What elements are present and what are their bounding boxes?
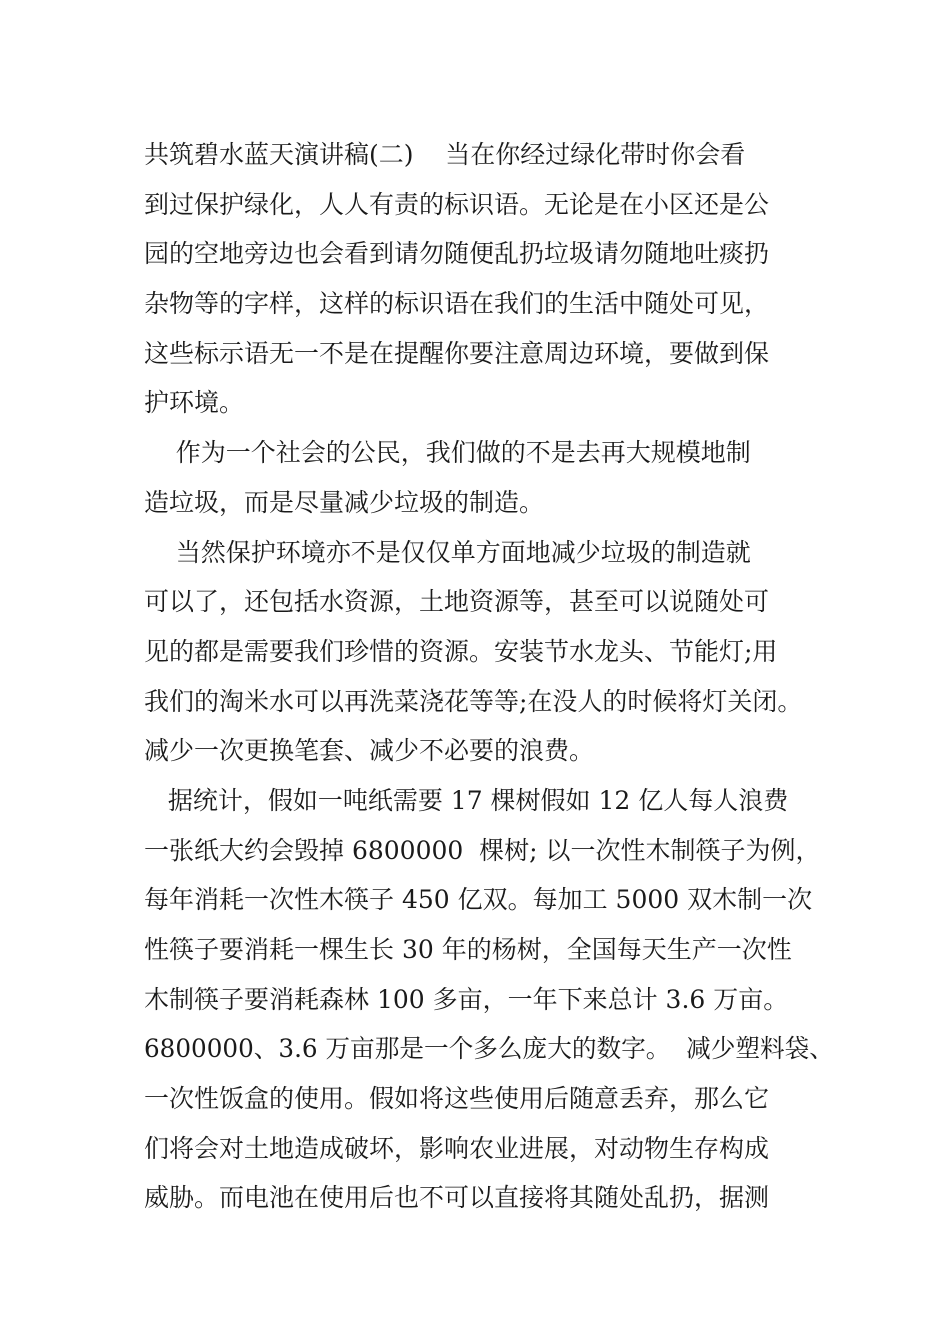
- text-line: 我们的淘米水可以再洗菜浇花等等;在没人的时候将灯关闭。: [144, 686, 803, 716]
- text-line: 可以了，还包括水资源，土地资源等，甚至可以说随处可: [144, 587, 770, 617]
- text-line: 护环境。: [144, 388, 245, 418]
- text-line: 木制筷子要消耗森林 100 多亩，一年下来总计 3.6 万亩。: [144, 984, 789, 1014]
- document-body: [144, 130, 834, 1223]
- text-line: 威胁。而电池在使用后也不可以直接将其随处乱扔，据测: [144, 1183, 770, 1213]
- text-line: 据统计，假如一吨纸需要 17 棵树假如 12 亿人每人浪费: [144, 785, 789, 815]
- text-line: 们将会对土地造成破坏，影响农业进展，对动物生存构成: [144, 1133, 770, 1163]
- text-line: 到过保护绿化，人人有责的标识语。无论是在小区还是公: [144, 189, 770, 219]
- text-line: 6800000、3.6 万亩那是一个多么庞大的数字。 减少塑料袋、: [144, 1034, 834, 1064]
- text-line: 见的都是需要我们珍惜的资源。安装节水龙头、节能灯;用: [144, 636, 778, 666]
- text-line: 一张纸大约会毁掉 6800000 棵树; 以一次性木制筷子为例，: [144, 835, 821, 865]
- text-line: 减少一次更换笔套、减少不必要的浪费。: [144, 736, 595, 766]
- text-line: 当然保护环境亦不是仅仅单方面地减少垃圾的制造就: [144, 537, 751, 567]
- text-line: 杂物等的字样，这样的标识语在我们的生活中随处可见，: [144, 289, 770, 319]
- text-line: 这些标示语无一不是在提醒你要注意周边环境，要做到保: [144, 338, 770, 368]
- text-line: 共筑碧水蓝天演讲稿(二) 当在你经过绿化带时你会看: [144, 140, 746, 169]
- text-line: 作为一个社会的公民，我们做的不是去再大规模地制: [144, 438, 751, 468]
- text-line: 性筷子要消耗一棵生长 30 年的杨树，全国每天生产一次性: [144, 935, 792, 964]
- text-line: 一次性饭盒的使用。假如将这些使用后随意丢弃，那么它: [144, 1084, 770, 1114]
- text-line: 每年消耗一次性木筷子 450 亿双。每加工 5000 双木制一次: [144, 885, 813, 915]
- text-line: 园的空地旁边也会看到请勿随便乱扔垃圾请勿随地吐痰扔: [144, 239, 770, 269]
- text-line: 造垃圾，而是尽量减少垃圾的制造。: [144, 487, 545, 517]
